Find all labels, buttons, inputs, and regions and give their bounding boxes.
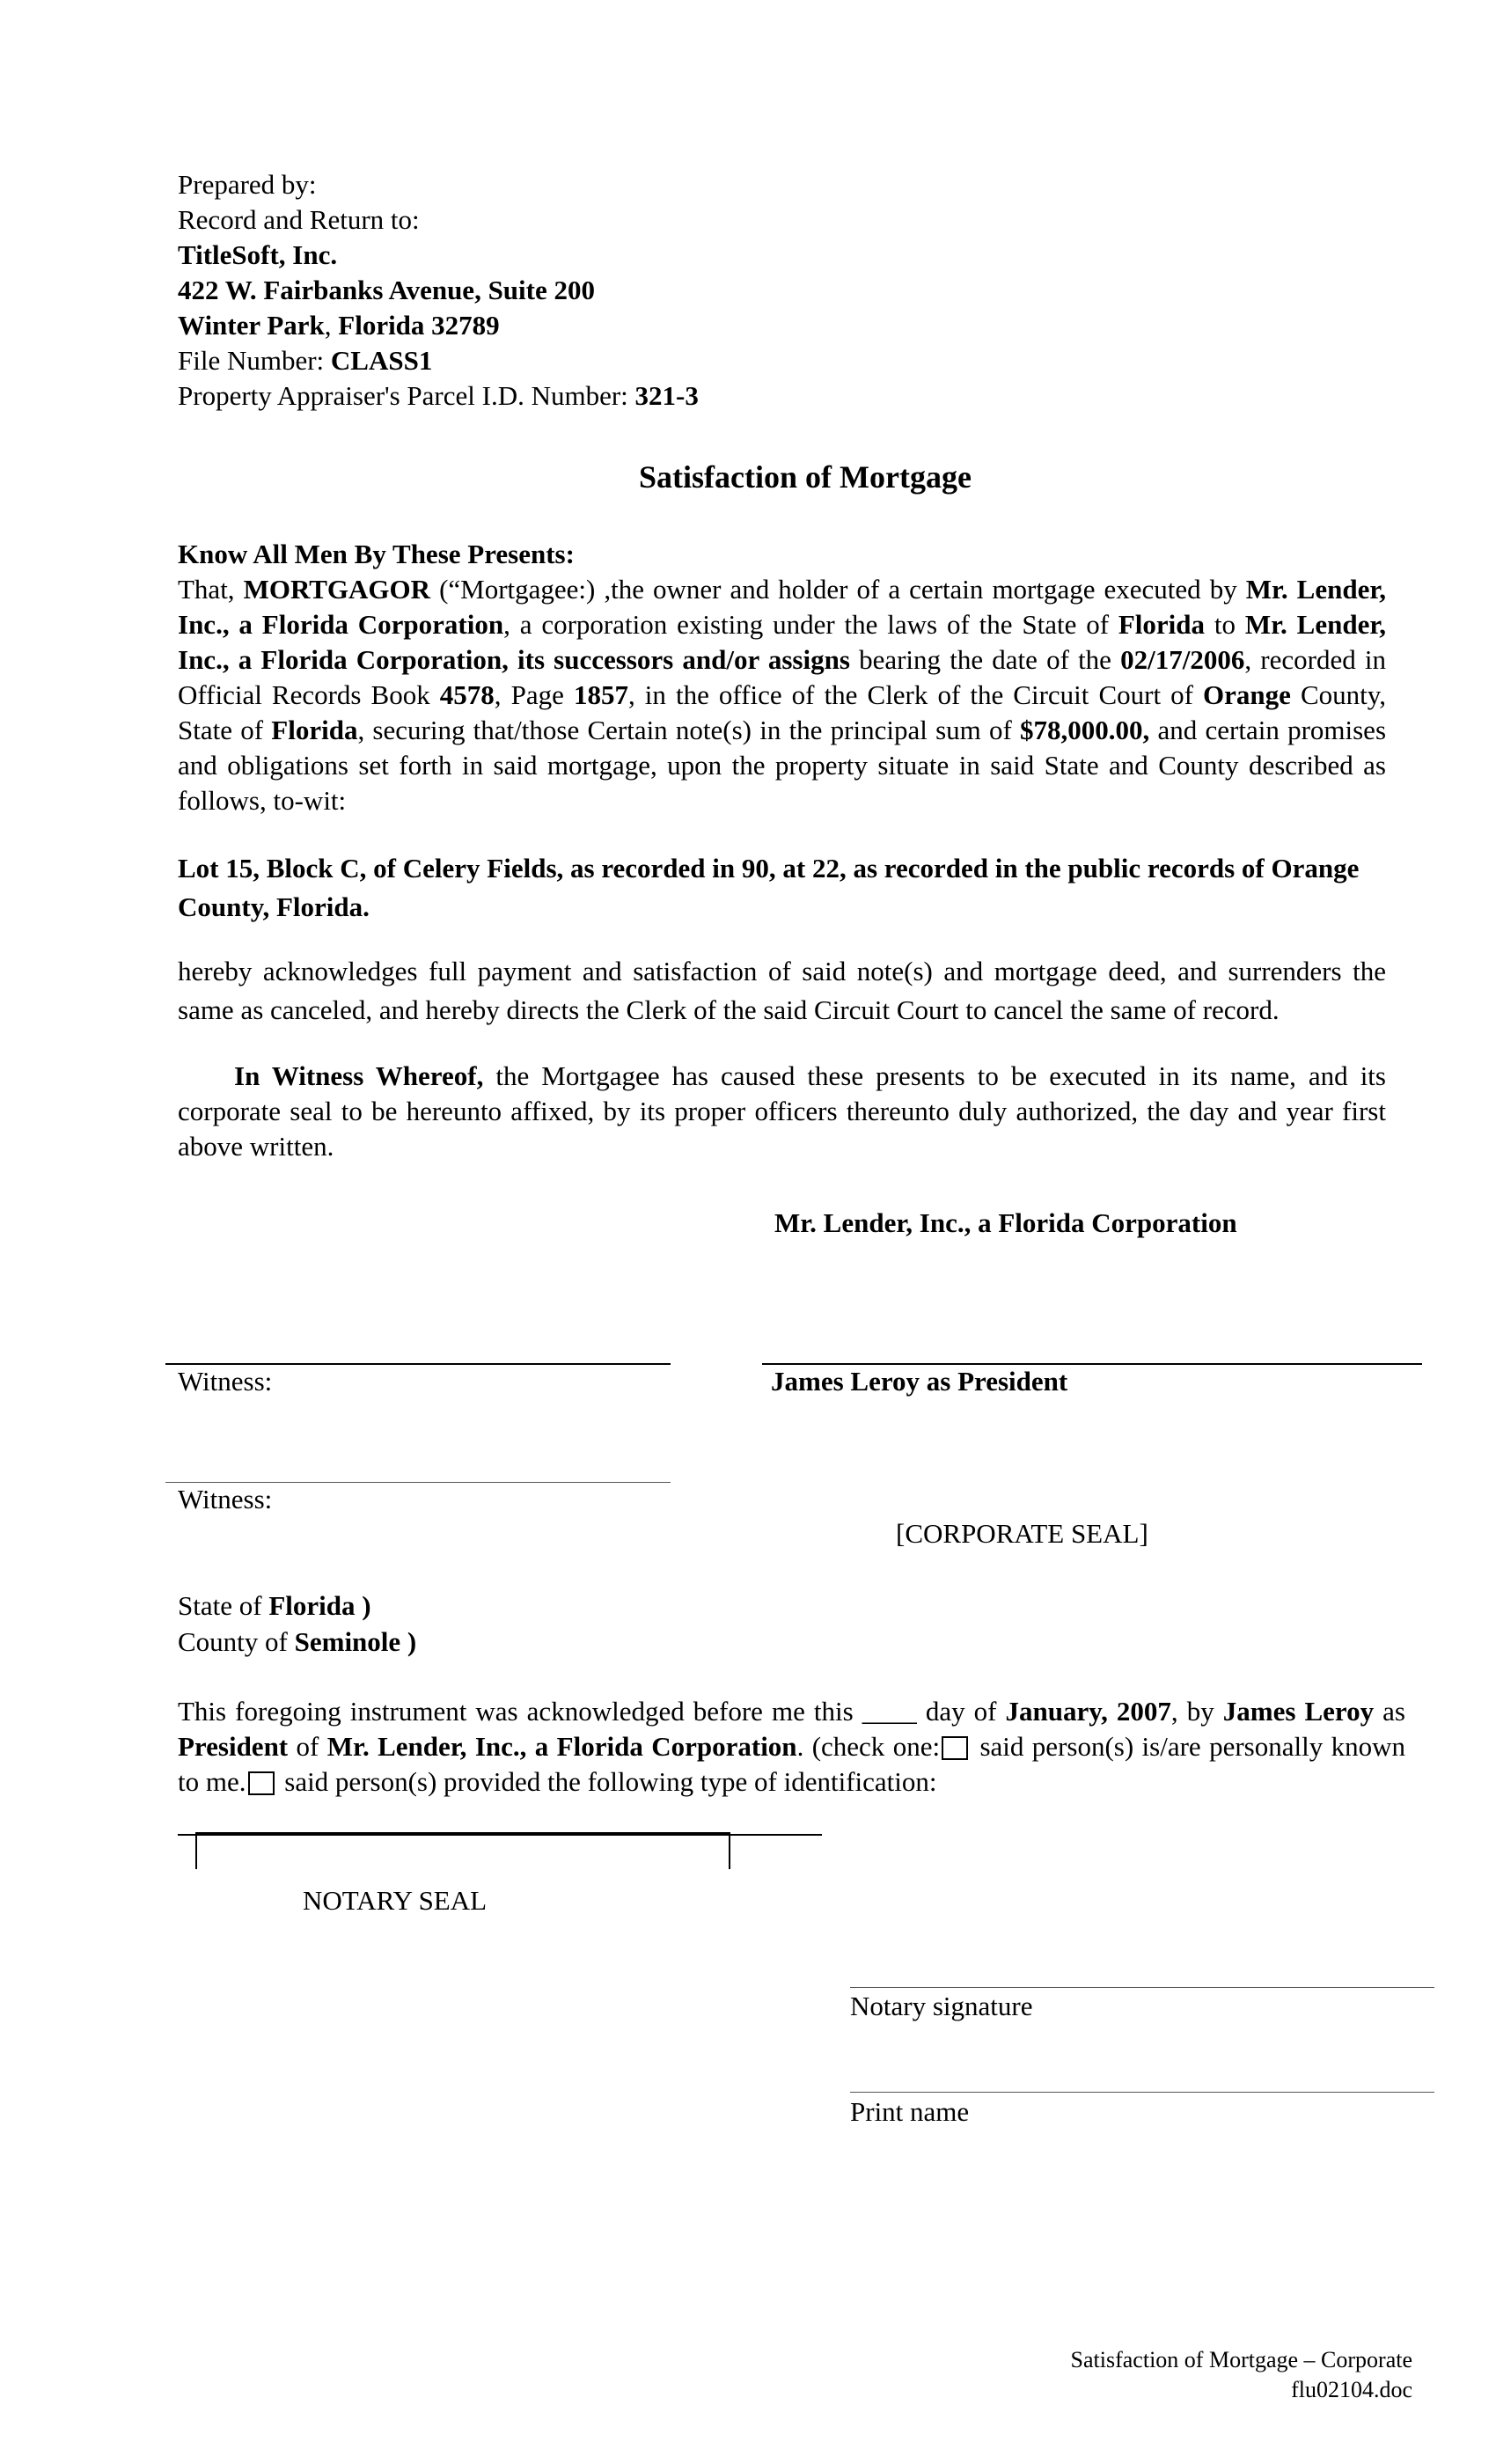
know-all-men-heading: Know All Men By These Presents:: [178, 539, 575, 569]
page-footer: [1071, 2345, 1412, 2405]
mortgage-description: That, MORTGAGOR (“Mortgagee:) ,the owner and holder of a certain mortgage executed by Mr. Lender, Inc., a Florida Corporation, a corporation existing under the laws of the State of Florida to Mr. Lender, Inc., a Florida Corporation, its successors and/or assigns bearing the date of the 02/17/2006, recorded in Official Records Book 4578, Page 1857, in the office of the Clerk of the Circuit Court of Orange County, State of Florida, securing that/those Certain note(s) in the principal sum of $78,000.00, and certain promises and obligations set forth in said mortgage, upon the property situate in said State and County described as follows, to-wit:: [178, 574, 1387, 816]
state-line: State of Florida ): [178, 1590, 371, 1621]
county-line: County of Seminole ): [178, 1626, 417, 1657]
record-return-label: Record and Return to:: [178, 204, 420, 235]
parcel-id-number: 321-3: [634, 380, 699, 411]
acknowledgment-paragraph: This foregoing instrument was acknowledged before me this ____ day of January, 2007, by James Leroy as President of Mr. Lender, Inc., a Florida Corporation. (check one: said person(s) is/are personally known to me. said person(s) provided the following type of identification:: [178, 1696, 1405, 1797]
legal-description: Lot 15, Block C, of Celery Fields, as recorded in 90, at 22, as recorded in the public records of Orange County, Florida.: [178, 853, 1360, 922]
witness-whereof-paragraph: In Witness Whereof, the Mortgagee has caused these presents to be executed in its name, and its corporate seal to be hereunto affixed, by its proper officers thereunto duly authorized, the day and year first above written.: [178, 1060, 1386, 1162]
footer-filename: flu02104.doc: [1291, 2377, 1412, 2402]
personally-known-checkbox[interactable]: [942, 1736, 968, 1760]
signature-company: Mr. Lender, Inc., a Florida Corporation: [774, 1207, 1237, 1238]
prepared-by-label: Prepared by:: [178, 169, 317, 200]
identification-checkbox[interactable]: [248, 1771, 275, 1795]
satisfaction-paragraph: hereby acknowledges full payment and satisfaction of said note(s) and mortgage deed, and surrenders the same as canceled, and hereby directs the Clerk of the said Circuit Court to cancel the same of record.: [178, 956, 1386, 1025]
notary-signature-line: [850, 1987, 1434, 1988]
company-address: 422 W. Fairbanks Avenue, Suite 200: [178, 275, 595, 305]
company-state-zip: Florida 32789: [338, 310, 500, 341]
company-city: Winter Park: [178, 310, 325, 341]
footer-title: Satisfaction of Mortgage – Corporate: [1070, 2347, 1412, 2372]
company-name: TitleSoft, Inc.: [178, 239, 338, 270]
file-number-label: File Number:: [178, 345, 331, 376]
main-paragraph: [178, 537, 1386, 818]
document-title: Satisfaction of Mortgage: [639, 459, 972, 495]
signer-name: James Leroy as President: [771, 1366, 1068, 1397]
notary-seal-label: NOTARY SEAL: [303, 1885, 488, 1916]
notary-signature-label: Notary signature: [850, 1991, 1033, 2021]
print-name-line: [850, 2092, 1434, 2093]
file-number: CLASS1: [330, 345, 433, 376]
witness1-label: Witness:: [178, 1366, 273, 1397]
corporate-seal: [CORPORATE SEAL]: [896, 1518, 1148, 1549]
witness2-label: Witness:: [178, 1484, 273, 1514]
prepared-by-block: [178, 167, 699, 414]
print-name-label: Print name: [850, 2096, 970, 2127]
parcel-id-label: Property Appraiser's Parcel I.D. Number:: [178, 380, 635, 411]
notary-seal-box: [195, 1832, 730, 1869]
city-separator: ,: [324, 310, 339, 341]
